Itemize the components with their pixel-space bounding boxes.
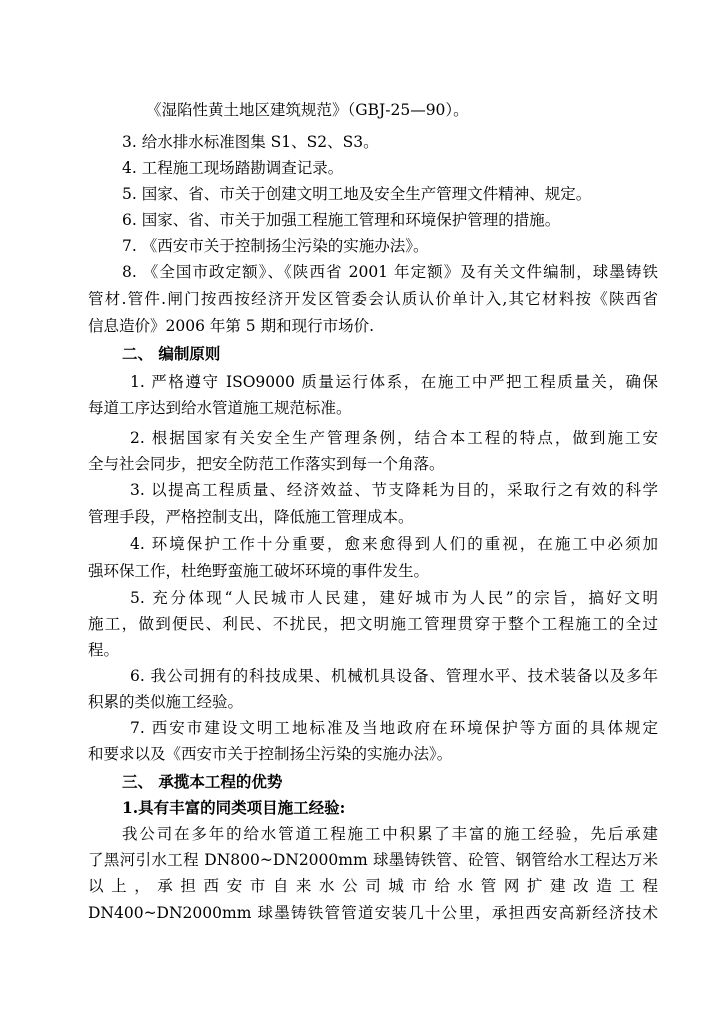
paragraph-line: DN400~DN2000mm 球墨铸铁管管道安装几十公里，承担西安高新经济技术 (88, 904, 658, 922)
paragraph-line: 积累的类似施工经验。 (88, 693, 244, 711)
principle-item-1: 1. 严格遵守 ISO9000 质量运行体系，在施工中严把工程质量关，确保 (130, 373, 658, 391)
reference-item-standard: 《湿陷性黄土地区建筑规范》（GBJ-25—90）。 (146, 101, 469, 119)
paragraph-line: 我公司在多年的给水管道工程施工中积累了丰富的施工经验，先后承建 (122, 825, 658, 843)
paragraph-line: 以 上 ， 承 担 西 安 市 自 来 水 公 司 城 市 给 水 管 网 扩 建 改 造 工 程 (88, 877, 658, 895)
paragraph-line: 程。 (88, 641, 120, 659)
subheading-experience: 1.具有丰富的同类项目施工经验: (122, 798, 346, 817)
reference-item-8: 8. 《全国市政定额》、《陕西省 2001 年定额》及有关文件编制，球墨铸铁 (122, 263, 658, 281)
principle-item-4: 4. 环境保护工作十分重要，愈来愈得到人们的重视，在施工中必须加 (130, 535, 658, 553)
paragraph-line: 管理手段，严格控制支出，降低施工管理成本。 (88, 508, 414, 526)
section-heading-principles: 二、 编制原则 (122, 344, 221, 363)
paragraph-line: 全与社会同步，把安全防范工作落实到每一个角落。 (88, 455, 445, 473)
principle-item-3: 3. 以提高工程质量、经济效益、节支降耗为目的，采取行之有效的科学 (130, 481, 658, 499)
reference-item-6: 6. 国家、省、市关于加强工程施工管理和环境保护管理的措施。 (122, 211, 561, 229)
paragraph-line: 和要求以及《西安市关于控制扬尘污染的实施办法》。 (88, 745, 453, 763)
principle-item-6: 6. 我公司拥有的科技成果、机械机具设备、管理水平、技术装备以及多年 (130, 667, 658, 685)
paragraph-line: 信息造价》2006 年第 5 期和现行市场价. (88, 317, 375, 335)
principle-item-5: 5. 充分体现“人民城市人民建，建好城市为人民”的宗旨，搞好文明 (130, 589, 658, 607)
reference-item-4: 4. 工程施工现场踏勘调查记录。 (122, 159, 344, 177)
paragraph-line: 强环保工作，杜绝野蛮施工破坏环境的事件发生。 (88, 562, 430, 580)
principle-item-7: 7. 西安市建设文明工地标准及当地政府在环境保护等方面的具体规定 (130, 719, 658, 737)
reference-item-5: 5. 国家、省、市关于创建文明工地及安全生产管理文件精神、规定。 (122, 185, 592, 203)
reference-item-7: 7. 《西安市关于控制扬尘污染的实施办法》。 (122, 237, 429, 255)
section-heading-advantages: 三、 承揽本工程的优势 (122, 772, 283, 791)
reference-item-3: 3. 给水排水标准图集 S1、S2、S3。 (122, 133, 379, 151)
paragraph-line: 了黑河引水工程 DN800~DN2000mm 球墨铸铁管、砼管、钢管给水工程达万米 (88, 851, 658, 869)
paragraph-line: 每道工序达到给水管道施工规范标准。 (88, 399, 352, 417)
paragraph-line: 施工，做到便民、利民、不扰民，把文明施工管理贯穿于整个工程施工的全过 (88, 615, 658, 633)
paragraph-line: 管材.管件.闸门按西按经济开发区管委会认质认价单计入,其它材料按《陕西省 (88, 290, 658, 308)
principle-item-2: 2. 根据国家有关安全生产管理条例，结合本工程的特点，做到施工安 (130, 429, 658, 447)
